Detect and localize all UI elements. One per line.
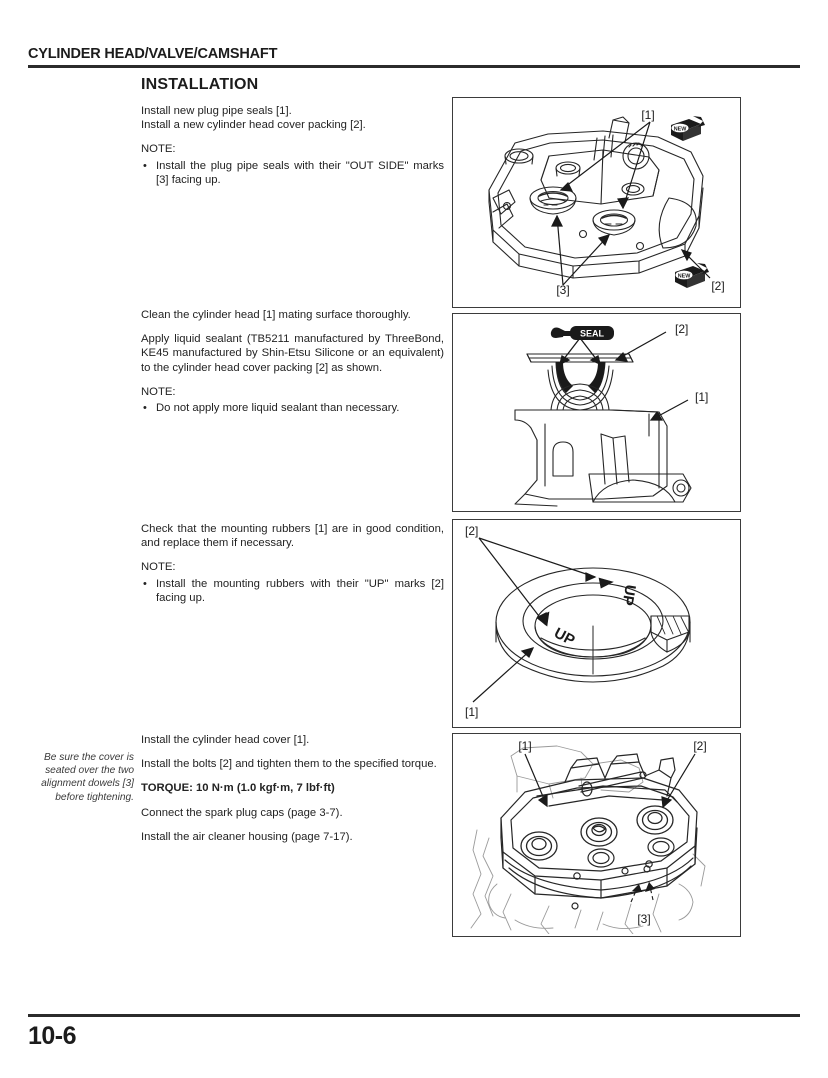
instruction-block-3 [141, 522, 444, 615]
figure-1-callout-3: [3] [556, 283, 570, 297]
block2-note-label: NOTE: [141, 385, 176, 398]
block1-note-label: NOTE: [141, 143, 176, 156]
figure-1-drawing [453, 98, 738, 305]
page-header [28, 46, 800, 68]
figure-4-callout-2: [2] [693, 739, 707, 753]
figure-cover-installation [452, 733, 741, 937]
section-title: INSTALLATION [141, 76, 259, 93]
block4-paragraph-3: Connect the spark plug caps (page 3-7). [141, 806, 343, 819]
figure-3-callout-1: [1] [465, 705, 479, 719]
figure-3-drawing [453, 520, 738, 725]
seal-badge [551, 326, 614, 340]
up-mark-1: UP [618, 583, 639, 607]
instruction-block-2 [141, 308, 444, 425]
block2-note-bullet [141, 401, 444, 415]
up-mark-2: UP [551, 624, 578, 650]
block1-note-bullet [141, 159, 444, 187]
block4-paragraph-4: Install the air cleaner housing (page 7-17). [141, 830, 353, 843]
header-divider [28, 65, 800, 68]
figure-1-callout-1: [1] [641, 108, 655, 122]
figure-cylinder-head-cover-seals [452, 97, 741, 308]
block3-paragraph-1: Check that the mounting rubbers [1] are in good condition, and replace them if necessary. [141, 523, 444, 550]
block4-paragraph-2: Install the bolts [2] and tighten them to the specified torque. [141, 758, 437, 771]
block1-line-1: Install new plug pipe seals [1]. [141, 105, 292, 117]
block2-note-text: Do not apply more liquid sealant than necessary. [156, 402, 400, 415]
new-badge-label-1: NEW [673, 126, 687, 133]
figure-2-callout-2: [2] [675, 322, 689, 336]
figure-sealant-application [452, 313, 741, 512]
torque-spec: TORQUE: 10 N·m (1.0 kgf·m, 7 lbf·ft) [141, 782, 335, 795]
block3-note-label: NOTE: [141, 561, 176, 574]
figure-4-callout-1: [1] [518, 739, 532, 753]
footer-divider [28, 1014, 800, 1017]
new-badge-bottom [675, 263, 709, 288]
page-footer [28, 1014, 800, 1051]
page-number: 10-6 [28, 1022, 77, 1050]
block3-note-text: Install the mounting rubbers with their "UP" marks [2] facing up. [156, 577, 444, 604]
seal-badge-label: SEAL [579, 328, 605, 339]
block1-note-text: Install the plug pipe seals with their "OUT SIDE" marks [3] facing up. [156, 159, 444, 186]
block1-line-2: Install a new cylinder head cover packing [2]. [141, 119, 366, 132]
figure-4-callout-3: [3] [637, 912, 651, 926]
block3-note-bullet [141, 577, 444, 605]
new-badge-label-2: NEW [677, 273, 691, 280]
figure-2-callout-1: [1] [695, 390, 709, 404]
new-badge-top [671, 116, 705, 141]
bullet-dot-icon: • [143, 402, 147, 415]
block2-paragraph-1: Clean the cylinder head [1] mating surface thoroughly. [141, 309, 411, 321]
block4-paragraph-1: Install the cylinder head cover [1]. [141, 734, 310, 746]
figure-mounting-rubber [452, 519, 741, 728]
margin-note-block-4: Be sure the cover is seated over the two alignment dowels [3] before tightening. [41, 752, 134, 803]
figure-4-drawing [453, 734, 738, 934]
instruction-block-1 [141, 104, 444, 197]
figure-1-callout-2: [2] [711, 279, 725, 293]
figure-2-drawing [453, 314, 738, 509]
chapter-title: CYLINDER HEAD/VALVE/CAMSHAFT [28, 46, 278, 62]
bullet-dot-icon: • [143, 577, 147, 590]
block2-paragraph-2: Apply liquid sealant (TB5211 manufactured by ThreeBond, KE45 manufactured by Shin-Etsu Silicone or an equivalent) to the cylinder head cover packing [2] as shown. [141, 333, 444, 374]
figure-3-callout-2: [2] [465, 524, 479, 538]
instruction-block-4 [141, 733, 444, 854]
bullet-dot-icon: • [143, 159, 147, 172]
